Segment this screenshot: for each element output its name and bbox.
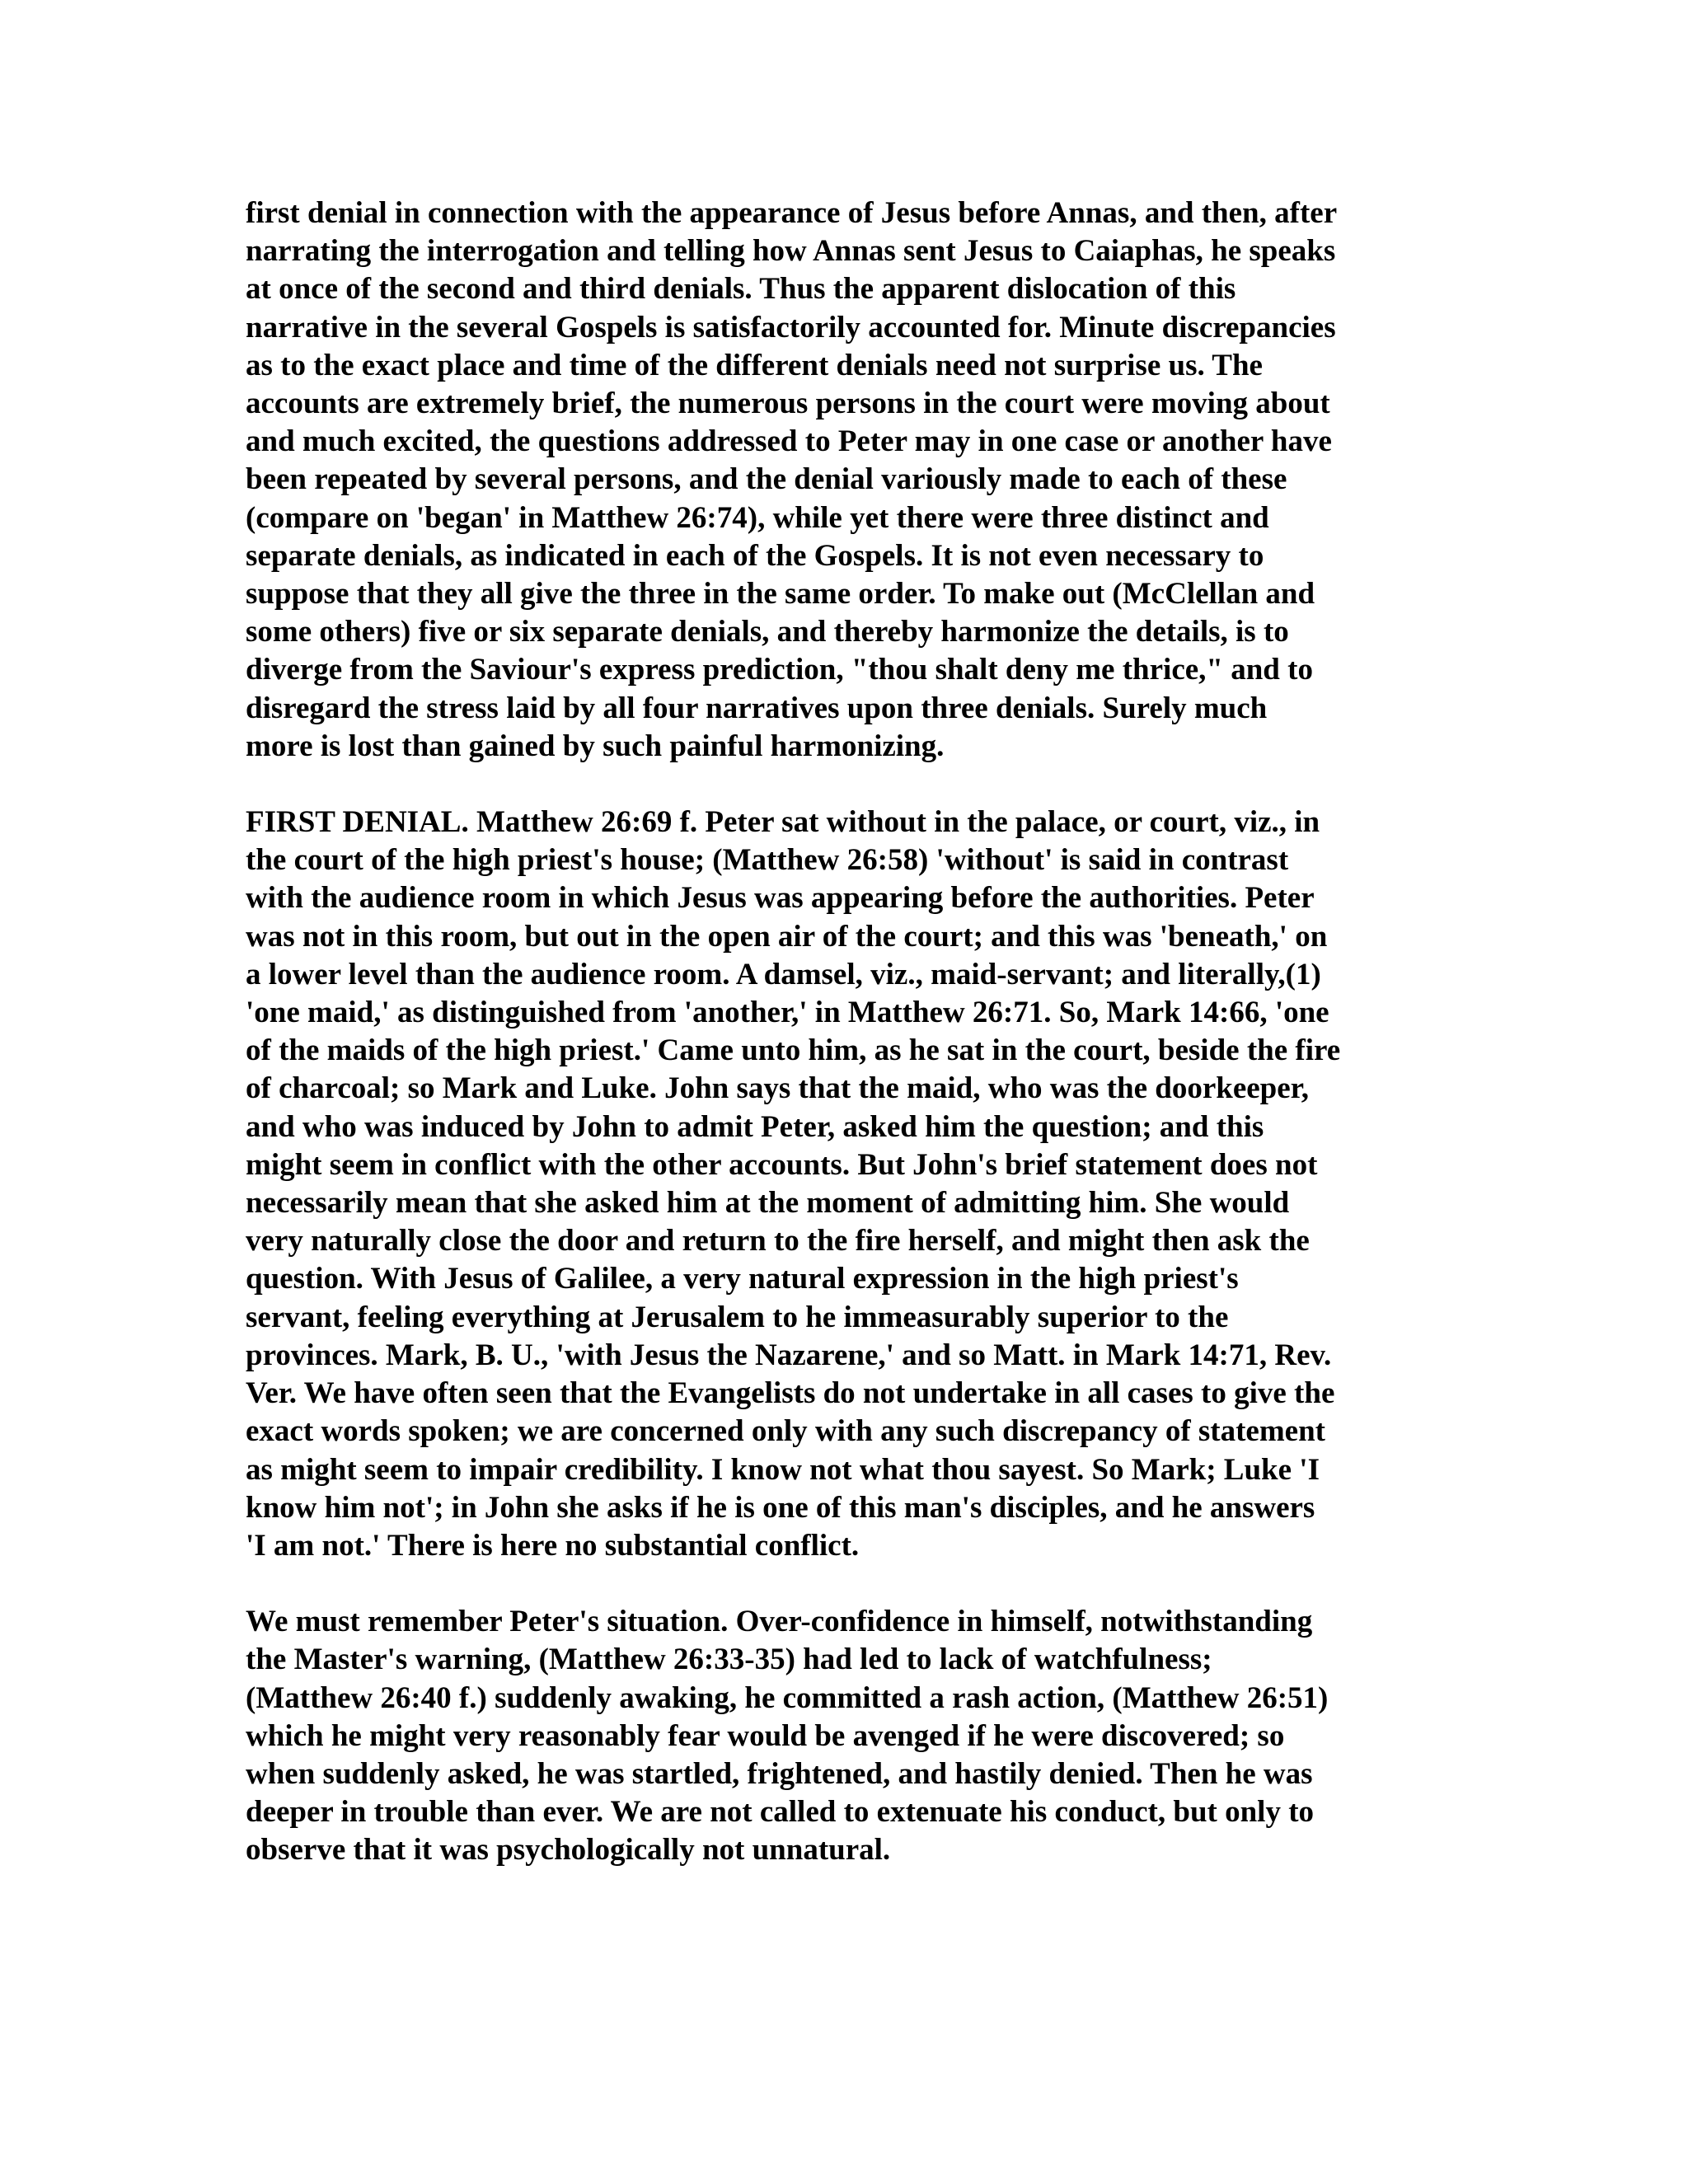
- text-line: diverge from the Saviour's express prediction, "thou shalt deny me thrice," and to: [246, 653, 1313, 687]
- text-line: exact words spoken; we are concerned only with any such discrepancy of statement: [246, 1414, 1325, 1449]
- text-line: disregard the stress laid by all four narratives upon three denials. Surely much: [246, 691, 1268, 725]
- text-line: suppose that they all give the three in the same order. To make out (McClellan and: [246, 577, 1315, 612]
- text-line: question. With Jesus of Galilee, a very natural expression in the high priest's: [246, 1262, 1239, 1296]
- text-line: accounts are extremely brief, the numerous persons in the court were moving about: [246, 387, 1330, 421]
- text-line: the court of the high priest's house; (Matthew 26:58) 'without' is said in contrast: [246, 843, 1289, 878]
- paragraph-first-denial: [246, 804, 1441, 1565]
- text-line: at once of the second and third denials. Thus the apparent dislocation of this: [246, 272, 1236, 307]
- text-line: (Matthew 26:40 f.) suddenly awaking, he committed a rash action, (Matthew 26:51): [246, 1680, 1329, 1715]
- text-line: with the audience room in which Jesus was appearing before the authorities. Peter: [246, 881, 1315, 916]
- text-line: narrating the interrogation and telling how Annas sent Jesus to Caiaphas, he speaks: [246, 234, 1336, 269]
- text-line: more is lost than gained by such painful harmonizing.: [246, 729, 945, 763]
- text-line: narrative in the several Gospels is satisfactorily accounted for. Minute discrepancies: [246, 310, 1336, 344]
- text-line: Ver. We have often seen that the Evangelists do not undertake in all cases to give the: [246, 1376, 1335, 1411]
- text-line: which he might very reasonably fear would be avenged if he were discovered; so: [246, 1718, 1285, 1753]
- text-line: 'one maid,' as distinguished from 'another,' in Matthew 26:71. So, Mark 14:66, 'one: [246, 996, 1329, 1030]
- text-line: deeper in trouble than ever. We are not called to extenuate his conduct, but only to: [246, 1795, 1315, 1830]
- text-line: very naturally close the door and return to the fire herself, and might then ask the: [246, 1224, 1310, 1258]
- text-line: as to the exact place and time of the different denials need not surprise us. The: [246, 348, 1263, 382]
- text-line: might seem in conflict with the other accounts. But John's brief statement does not: [246, 1147, 1318, 1182]
- text-line: some others) five or six separate denials, and thereby harmonize the details, is to: [246, 615, 1289, 649]
- text-line: We must remember Peter's situation. Over-confidence in himself, notwithstanding: [246, 1605, 1313, 1639]
- text-line: and much excited, the questions addressed to Peter may in one case or another have: [246, 424, 1332, 459]
- document-page: [246, 194, 1441, 1870]
- paragraph-gap: [246, 1565, 1441, 1603]
- text-line: (compare on 'began' in Matthew 26:74), while yet there were three distinct and: [246, 500, 1269, 535]
- text-line: separate denials, as indicated in each of the Gospels. It is not even necessary to: [246, 538, 1264, 573]
- text-line: servant, feeling everything at Jerusalem to he immeasurably superior to the: [246, 1300, 1229, 1334]
- text-line: the Master's warning, (Matthew 26:33-35) had led to lack of watchfulness;: [246, 1643, 1212, 1677]
- text-line: of charcoal; so Mark and Luke. John says that the maid, who was the doorkeeper,: [246, 1071, 1309, 1106]
- text-line: a lower level than the audience room. A damsel, viz., maid-servant; and literally,(1): [246, 957, 1321, 991]
- text-line: as might seem to impair credibility. I know not what thou sayest. So Mark; Luke 'I: [246, 1452, 1320, 1487]
- text-line: first denial in connection with the appearance of Jesus before Annas, and then, after: [246, 196, 1338, 230]
- text-line: provinces. Mark, B. U., 'with Jesus the Nazarene,' and so Matt. in Mark 14:71, Rev.: [246, 1338, 1332, 1372]
- paragraph-peters-situation: [246, 1603, 1441, 1869]
- text-line: was not in this room, but out in the open air of the court; and this was 'beneath,' on: [246, 919, 1328, 954]
- text-line: and who was induced by John to admit Peter, asked him the question; and this: [246, 1109, 1264, 1144]
- text-line: know him not'; in John she asks if he is one of this man's disciples, and he answers: [246, 1490, 1315, 1525]
- paragraph-harmonizing-denials: [246, 194, 1441, 766]
- text-line: FIRST DENIAL. Matthew 26:69 f. Peter sat without in the palace, or court, viz., in: [246, 805, 1320, 840]
- text-line: observe that it was psychologically not unnatural.: [246, 1833, 891, 1868]
- text-line: necessarily mean that she asked him at the moment of admitting him. She would: [246, 1186, 1290, 1221]
- paragraph-gap: [246, 766, 1441, 804]
- text-line: 'I am not.' There is here no substantial conflict.: [246, 1528, 860, 1563]
- text-line: been repeated by several persons, and the denial variously made to each of these: [246, 462, 1287, 497]
- text-line: of the maids of the high priest.' Came unto him, as he sat in the court, beside the fire: [246, 1033, 1341, 1068]
- text-line: when suddenly asked, he was startled, frightened, and hastily denied. Then he was: [246, 1756, 1313, 1791]
